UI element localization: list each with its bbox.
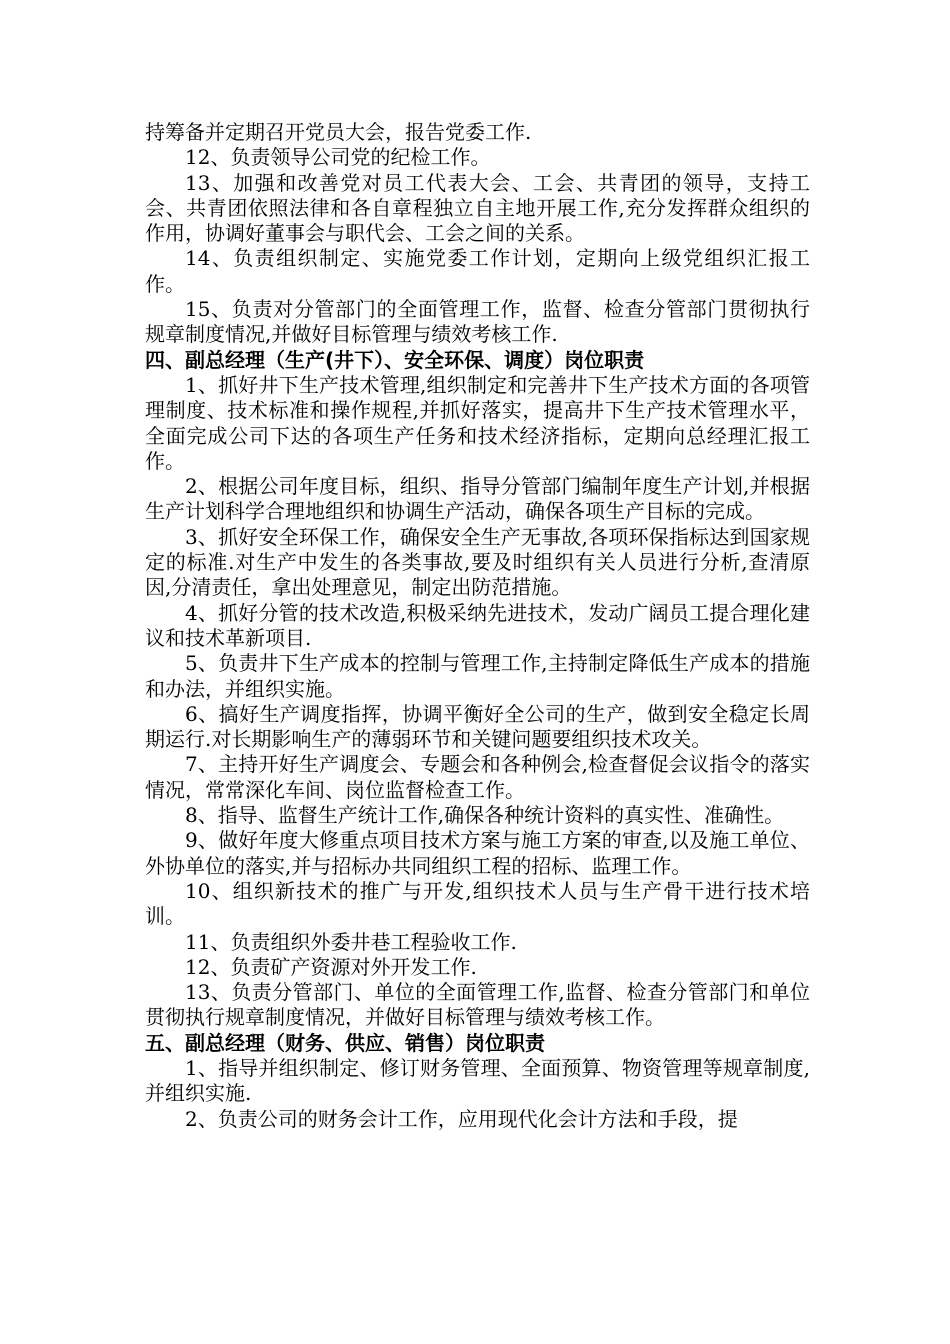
paragraph: 4、抓好分管的技术改造,积极采纳先进技术，发动广阔员工提合理化建议和技术革新项目. <box>145 600 810 650</box>
paragraph: 10、组织新技术的推广与开发,组织技术人员与生产骨干进行技术培训。 <box>145 878 810 929</box>
paragraph: 13、负责分管部门、单位的全面管理工作,监督、检查分管部门和单位贯彻执行规章制度情况，并做好目标管理与绩效考核工作。 <box>145 980 810 1030</box>
paragraph: 2、根据公司年度目标，组织、指导分管部门编制年度生产计划,并根据生产计划科学合理地组织和协调生产活动，确保各项生产目标的完成。 <box>145 474 810 524</box>
paragraph: 3、抓好安全环保工作，确保安全生产无事故,各项环保指标达到国家规定的标准.对生产中发生的各类事故,要及时组织有关人员进行分析,查清原因,分清责任，拿出处理意见，制定出防范措施。 <box>145 524 810 600</box>
paragraph: 5、负责井下生产成本的控制与管理工作,主持制定降低生产成本的措施和办法，并组织实施。 <box>145 651 810 701</box>
paragraph: 11、负责组织外委井巷工程验收工作. <box>185 929 517 954</box>
paragraph: 6、搞好生产调度指挥，协调平衡好全公司的生产，做到安全稳定长周期运行.对长期影响生产的薄弱环节和关键问题要组织技术攻关。 <box>145 701 810 752</box>
document-page <box>145 120 810 1132</box>
paragraph: 9、做好年度大修重点项目技术方案与施工方案的审查,以及施工单位、外协单位的落实,并与招标办共同组织工程的招标、监理工作。 <box>145 828 810 878</box>
paragraph: 持筹备并定期召开党员大会，报告党委工作. <box>145 120 532 144</box>
paragraph: 13、加强和改善党对员工代表大会、工会、共青团的领导，支持工会、共青团依照法律和各自章程独立自主地开展工作,充分发挥群众组织的作用，协调好董事会与职代会、工会之间的关系。 <box>145 170 810 246</box>
section-heading: 五、副总经理（财务、供应、销售）岗位职责 <box>145 1030 545 1055</box>
section-heading: 四、副总经理（生产(井下）、安全环保、调度）岗位职责 <box>145 347 645 372</box>
paragraph: 1、指导并组织制定、修订财务管理、全面预算、物资管理等规章制度,并组织实施. <box>145 1055 810 1106</box>
paragraph: 7、主持开好生产调度会、专题会和各种例会,检查督促会议指令的落实情况，常常深化车间、岗位监督检查工作。 <box>145 752 810 802</box>
paragraph: 12、负责矿产资源对外开发工作. <box>185 954 477 979</box>
paragraph: 1、抓好井下生产技术管理,组织制定和完善井下生产技术方面的各项管理制度、技术标准和操作规程,并抓好落实，提高井下生产技术管理水平，全面完成公司下达的各项生产任务和技术经济指标，定期向总经理汇报工作。 <box>145 372 810 473</box>
paragraph: 15、负责对分管部门的全面管理工作，监督、检查分管部门贯彻执行规章制度情况,并做好目标管理与绩效考核工作. <box>145 297 810 347</box>
paragraph: 8、指导、监督生产统计工作,确保各种统计资料的真实性、准确性。 <box>185 803 785 828</box>
paragraph: 12、负责领导公司党的纪检工作。 <box>185 145 491 170</box>
paragraph: 2、负责公司的财务会计工作，应用现代化会计方法和手段，提 <box>185 1106 738 1131</box>
paragraph: 14、负责组织制定、实施党委工作计划，定期向上级党组织汇报工作。 <box>145 246 810 296</box>
